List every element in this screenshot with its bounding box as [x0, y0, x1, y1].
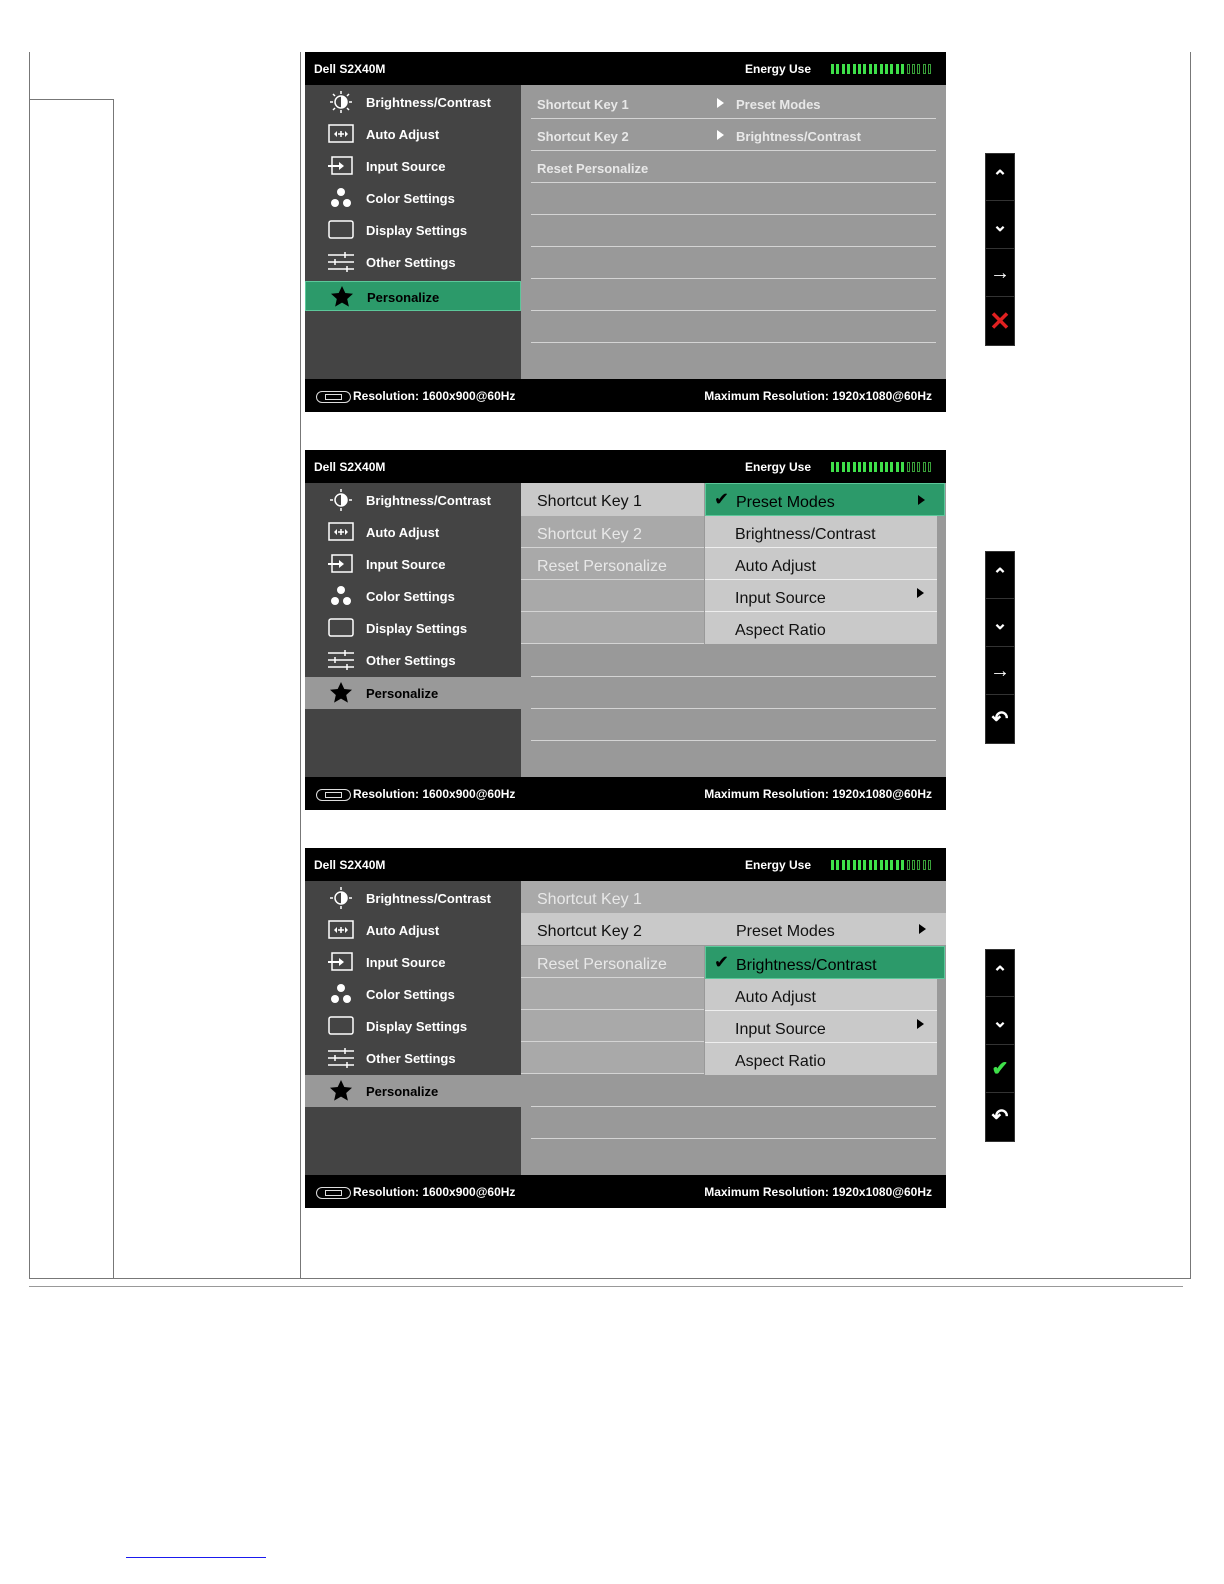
menu-label: Brightness/Contrast — [366, 95, 491, 110]
energy-segment — [901, 860, 904, 870]
max-resolution-text: Maximum Resolution: 1920x1080@60Hz — [704, 787, 932, 801]
row-label: Shortcut Key 1 — [537, 891, 642, 908]
energy-segment — [890, 860, 893, 870]
energy-segment — [896, 462, 899, 472]
energy-use-label: Energy Use — [745, 62, 812, 76]
energy-segment — [853, 860, 856, 870]
color-settings-icon — [327, 983, 355, 1005]
energy-segment — [907, 860, 910, 870]
option-label: Input Source — [735, 1021, 826, 1038]
max-resolution-text: Maximum Resolution: 1920x1080@60Hz — [704, 1185, 932, 1199]
row-shortcut-key-2[interactable] — [521, 516, 704, 548]
energy-segment — [923, 462, 926, 472]
energy-segment — [896, 860, 899, 870]
menu-label: Personalize — [366, 686, 439, 701]
model-name: Dell S2X40M — [314, 62, 386, 76]
energy-segment — [831, 860, 834, 870]
close-icon[interactable]: ✕ — [989, 306, 1011, 336]
row-label: Reset Personalize — [537, 956, 667, 973]
submenu — [521, 85, 946, 379]
arrow-right-icon — [717, 130, 724, 140]
energy-segment — [923, 64, 926, 74]
energy-segment — [917, 462, 920, 472]
row-shortcut-key-1[interactable] — [521, 483, 704, 516]
menu-item-auto-adjust[interactable] — [305, 119, 521, 149]
menu-label: Personalize — [366, 1084, 439, 1099]
other-settings-icon — [327, 251, 355, 273]
option-label: Aspect Ratio — [735, 622, 826, 639]
row-value: Preset Modes — [736, 97, 821, 112]
resolution-text: Resolution: 1600x900@60Hz — [353, 1185, 516, 1199]
energy-segment — [923, 860, 926, 870]
frame-row-line — [29, 99, 113, 100]
arrow-right-icon — [919, 924, 926, 934]
energy-segment — [842, 860, 845, 870]
menu-label: Other Settings — [366, 1051, 456, 1066]
energy-segment — [847, 462, 850, 472]
menu-label: Auto Adjust — [366, 923, 440, 938]
empty-row — [521, 1010, 704, 1042]
empty-row — [531, 709, 936, 741]
empty-row — [531, 1075, 936, 1107]
down-arrow-icon[interactable]: ⌄ — [986, 600, 1014, 647]
display-settings-icon — [327, 219, 355, 241]
energy-segment — [880, 860, 883, 870]
energy-segment — [874, 860, 877, 870]
osd-footer — [305, 777, 946, 810]
energy-meter — [831, 462, 935, 472]
option-aspect-ratio[interactable] — [705, 612, 937, 644]
down-arrow-icon[interactable]: ⌄ — [986, 998, 1014, 1045]
empty-row — [531, 279, 936, 311]
energy-segment — [863, 860, 866, 870]
row-reset-personalize[interactable] — [521, 548, 704, 580]
energy-segment — [869, 64, 872, 74]
frame-bottom-line — [29, 1278, 1191, 1279]
star-icon — [327, 1080, 355, 1102]
right-arrow-icon[interactable]: → — [986, 250, 1014, 297]
button-strip-3 — [985, 949, 1015, 1142]
menu-label: Color Settings — [366, 987, 455, 1002]
footer-link-underline[interactable] — [126, 1557, 266, 1558]
option-label: Preset Modes — [736, 494, 835, 511]
energy-segment — [853, 462, 856, 472]
menu-item-auto-adjust[interactable] — [305, 517, 521, 547]
row-shortcut-key-1[interactable] — [531, 87, 936, 119]
energy-segment — [836, 860, 839, 870]
energy-segment — [869, 462, 872, 472]
row-shortcut-key-2[interactable] — [521, 913, 946, 945]
option-label: Input Source — [735, 590, 826, 607]
frame-right-line — [1190, 52, 1191, 1279]
arrow-right-icon — [917, 588, 924, 598]
row-label: Reset Personalize — [537, 161, 649, 176]
menu-label: Input Source — [366, 955, 446, 970]
energy-segment — [901, 462, 904, 472]
back-icon[interactable]: ↶ — [991, 1106, 1009, 1128]
energy-segment — [917, 860, 920, 870]
color-settings-icon — [327, 187, 355, 209]
brightness-icon — [327, 887, 355, 909]
section-divider — [29, 1286, 1183, 1287]
star-icon — [328, 286, 356, 308]
check-icon: ✔ — [714, 489, 730, 509]
empty-row — [521, 612, 704, 644]
resolution-text: Resolution: 1600x900@60Hz — [353, 389, 516, 403]
option-input-source[interactable] — [705, 580, 937, 612]
down-arrow-icon[interactable]: ⌄ — [986, 202, 1014, 249]
energy-segment — [869, 860, 872, 870]
empty-row — [531, 677, 936, 709]
row-reset-personalize[interactable] — [531, 151, 936, 183]
button-strip-1 — [985, 153, 1015, 346]
row-reset-personalize[interactable] — [521, 946, 704, 978]
up-arrow-icon[interactable]: ⌃ — [986, 552, 1014, 599]
energy-segment — [863, 64, 866, 74]
energy-use-label: Energy Use — [745, 460, 812, 474]
menu-item-display-settings[interactable] — [305, 1011, 521, 1041]
menu-label: Input Source — [366, 159, 446, 174]
empty-row — [531, 645, 936, 677]
display-settings-icon — [327, 1015, 355, 1037]
energy-segment — [880, 64, 883, 74]
energy-segment — [896, 64, 899, 74]
frame-left-line — [29, 52, 30, 1279]
vga-connector-icon — [316, 789, 351, 801]
star-icon — [327, 682, 355, 704]
other-settings-icon — [327, 1047, 355, 1069]
energy-segment — [858, 462, 861, 472]
up-arrow-icon[interactable]: ⌃ — [986, 950, 1014, 997]
energy-segment — [928, 462, 931, 472]
menu-label: Display Settings — [366, 1019, 468, 1034]
energy-segment — [831, 462, 834, 472]
empty-row — [521, 1042, 704, 1074]
energy-segment — [842, 462, 845, 472]
energy-segment — [831, 64, 834, 74]
menu-item-color-settings[interactable] — [305, 979, 521, 1009]
energy-meter — [831, 860, 935, 870]
menu-item-other-settings[interactable] — [305, 247, 521, 277]
osd-header — [305, 52, 946, 85]
display-settings-icon — [327, 617, 355, 639]
energy-segment — [917, 64, 920, 74]
energy-use-label: Energy Use — [745, 858, 812, 872]
osd-footer — [305, 379, 946, 412]
option-label: Brightness/Contrast — [736, 957, 877, 974]
menu-item-display-settings[interactable] — [305, 215, 521, 245]
osd-screen-1 — [305, 52, 946, 412]
energy-segment — [847, 860, 850, 870]
energy-segment — [842, 64, 845, 74]
menu-item-color-settings[interactable] — [305, 183, 521, 213]
energy-segment — [912, 64, 915, 74]
energy-meter — [831, 64, 935, 74]
menu-item-input-source[interactable] — [305, 549, 521, 579]
option-brightness-contrast[interactable] — [705, 516, 937, 548]
brightness-icon — [327, 91, 355, 113]
menu-label: Brightness/Contrast — [366, 493, 491, 508]
up-arrow-icon[interactable]: ⌃ — [986, 154, 1014, 201]
energy-segment — [885, 64, 888, 74]
main-menu — [305, 881, 521, 1175]
row-label: Shortcut Key 1 — [537, 493, 642, 510]
empty-row — [531, 1107, 936, 1139]
menu-label: Personalize — [367, 290, 440, 305]
empty-row — [531, 247, 936, 279]
energy-segment — [912, 462, 915, 472]
empty-row — [521, 978, 704, 1010]
energy-segment — [890, 64, 893, 74]
energy-segment — [890, 462, 893, 472]
menu-item-other-settings[interactable] — [305, 645, 521, 675]
vga-connector-icon — [316, 1187, 351, 1199]
menu-label: Auto Adjust — [366, 127, 440, 142]
energy-segment — [863, 462, 866, 472]
check-icon[interactable]: ✔ — [986, 1046, 1014, 1093]
vga-connector-icon — [316, 391, 351, 403]
energy-segment — [853, 64, 856, 74]
menu-item-personalize[interactable] — [305, 1075, 521, 1107]
right-arrow-icon[interactable]: → — [986, 648, 1014, 695]
energy-segment — [874, 462, 877, 472]
energy-segment — [907, 64, 910, 74]
resolution-text: Resolution: 1600x900@60Hz — [353, 787, 516, 801]
energy-segment — [901, 64, 904, 74]
energy-segment — [836, 462, 839, 472]
option-brightness-contrast[interactable] — [705, 946, 945, 979]
arrow-right-icon — [717, 98, 724, 108]
menu-item-personalize[interactable] — [305, 281, 521, 311]
arrow-right-icon — [918, 495, 925, 505]
energy-segment — [907, 462, 910, 472]
menu-label: Brightness/Contrast — [366, 891, 491, 906]
input-source-icon — [327, 155, 355, 177]
menu-label: Other Settings — [366, 255, 456, 270]
other-settings-icon — [327, 649, 355, 671]
submenu — [521, 881, 946, 1175]
auto-adjust-icon — [327, 919, 355, 941]
row-shortcut-key-2[interactable] — [531, 119, 936, 151]
menu-item-input-source[interactable] — [305, 151, 521, 181]
energy-segment — [858, 860, 861, 870]
submenu — [521, 483, 946, 777]
option-input-source[interactable] — [705, 1011, 937, 1043]
option-label: Aspect Ratio — [735, 1053, 826, 1070]
menu-label: Auto Adjust — [366, 525, 440, 540]
menu-label: Display Settings — [366, 223, 468, 238]
menu-label: Display Settings — [366, 621, 468, 636]
menu-item-input-source[interactable] — [305, 947, 521, 977]
row-label: Shortcut Key 2 — [537, 129, 629, 144]
option-preset-modes[interactable]: Preset Modes — [736, 923, 835, 940]
row-shortcut-key-1[interactable] — [521, 881, 946, 913]
menu-label: Color Settings — [366, 589, 455, 604]
menu-item-brightness-contrast[interactable] — [305, 883, 521, 913]
empty-row — [521, 580, 704, 612]
menu-label: Input Source — [366, 557, 446, 572]
energy-segment — [858, 64, 861, 74]
model-name: Dell S2X40M — [314, 460, 386, 474]
auto-adjust-icon — [327, 123, 355, 145]
frame-col2-line — [300, 52, 301, 1279]
menu-label: Other Settings — [366, 653, 456, 668]
frame-col1-line — [113, 99, 114, 1279]
energy-segment — [836, 64, 839, 74]
menu-item-other-settings[interactable] — [305, 1043, 521, 1073]
energy-segment — [912, 860, 915, 870]
menu-item-brightness-contrast[interactable] — [305, 485, 521, 515]
osd-screen-2 — [305, 450, 946, 810]
energy-segment — [928, 860, 931, 870]
energy-segment — [847, 64, 850, 74]
max-resolution-text: Maximum Resolution: 1920x1080@60Hz — [704, 389, 932, 403]
osd-header — [305, 450, 946, 483]
menu-item-color-settings[interactable] — [305, 581, 521, 611]
option-label: Brightness/Contrast — [735, 526, 876, 543]
main-menu — [305, 483, 521, 777]
row-label: Shortcut Key 2 — [537, 526, 642, 543]
osd-footer — [305, 1175, 946, 1208]
row-value: Brightness/Contrast — [736, 129, 861, 144]
empty-row — [531, 311, 936, 343]
input-source-icon — [327, 553, 355, 575]
row-label: Shortcut Key 2 — [537, 923, 642, 940]
energy-segment — [885, 462, 888, 472]
auto-adjust-icon — [327, 521, 355, 543]
option-aspect-ratio[interactable] — [705, 1043, 937, 1075]
row-label: Shortcut Key 1 — [537, 97, 629, 112]
back-icon[interactable]: ↶ — [991, 708, 1009, 730]
button-strip-2 — [985, 551, 1015, 744]
energy-segment — [874, 64, 877, 74]
energy-segment — [880, 462, 883, 472]
menu-item-display-settings[interactable] — [305, 613, 521, 643]
empty-row — [531, 215, 936, 247]
menu-item-brightness-contrast[interactable] — [305, 87, 521, 117]
energy-segment — [928, 64, 931, 74]
empty-row — [531, 183, 936, 215]
osd-screen-3 — [305, 848, 946, 1208]
menu-item-auto-adjust[interactable] — [305, 915, 521, 945]
option-auto-adjust[interactable] — [705, 979, 937, 1011]
option-label: Auto Adjust — [735, 558, 816, 575]
row-label: Reset Personalize — [537, 558, 667, 575]
menu-label: Color Settings — [366, 191, 455, 206]
main-menu — [305, 85, 521, 379]
brightness-icon — [327, 489, 355, 511]
option-auto-adjust[interactable] — [705, 548, 937, 580]
check-icon: ✔ — [714, 952, 730, 972]
menu-item-personalize[interactable] — [305, 677, 521, 709]
input-source-icon — [327, 951, 355, 973]
osd-header — [305, 848, 946, 881]
option-label: Auto Adjust — [735, 989, 816, 1006]
arrow-right-icon — [917, 1019, 924, 1029]
option-preset-modes[interactable] — [705, 483, 945, 516]
energy-segment — [885, 860, 888, 870]
model-name: Dell S2X40M — [314, 858, 386, 872]
color-settings-icon — [327, 585, 355, 607]
